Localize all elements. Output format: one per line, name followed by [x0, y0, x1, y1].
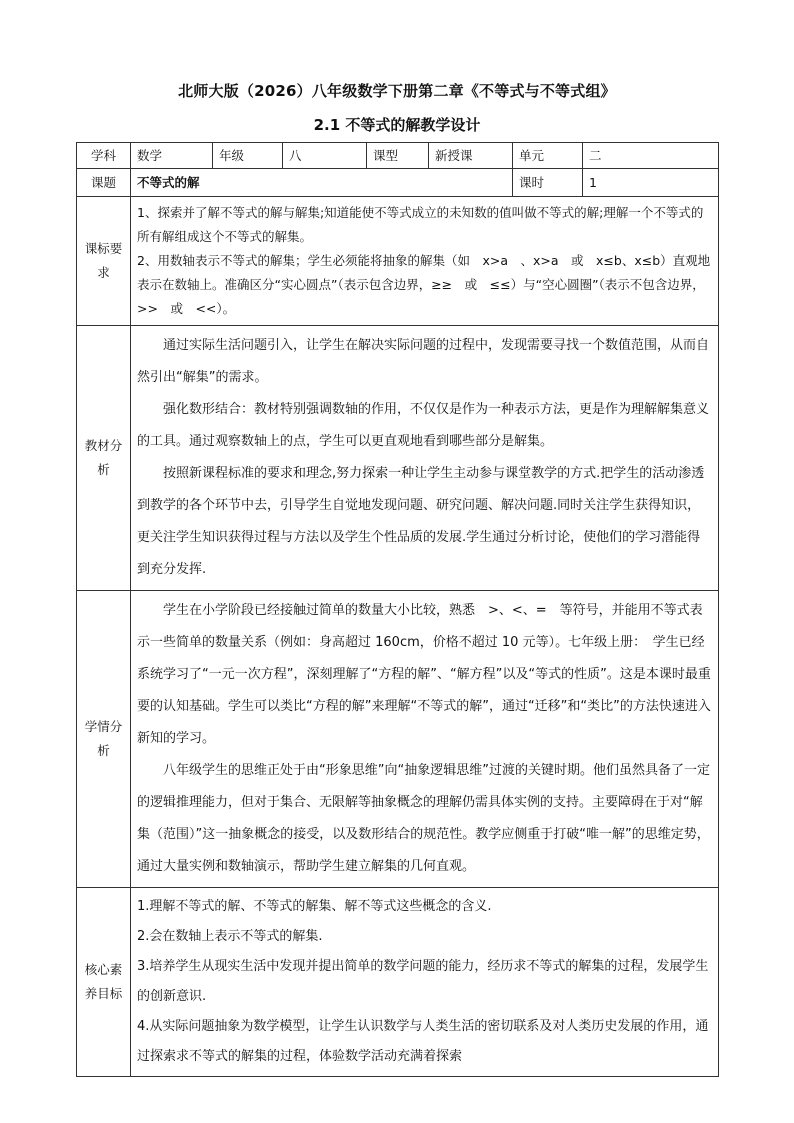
student-paragraph: 八年级学生的思维正处于由“形象思维”向“抽象逻辑思维”过渡的关键时期。他们虽然具备了一定的逻辑推理能力，但对于集合、无限解等抽象概念的理解仍需具体实例的支持。主要障碍在于对“解集（范围）”这一抽象概念的接受，以及数形结合的规范性。教学应侧重于打破“唯一解”的思维定势，通过大量实例和数轴演示，帮助学生建立解集的几何直观。: [137, 763, 710, 874]
requirement-item: 2、用数轴表示不等式的解集；学生必须能将抽象的解集（如 x>a 、x>a 或 x≤b、x≤b）直观地表示在数轴上。准确区分“实心圆点”（表示包含边界，≥≥ 或 ≤≤）与“空心圆圈”（表示不包含边界，>> 或 <<）。: [137, 253, 711, 316]
material-paragraph: 通过实际生活问题引入，让学生在解决实际问题的过程中，发现需要寻找一个数值范围，从而自然引出“解集”的需求。: [137, 338, 710, 385]
document-subtitle: 2.1 不等式的解教学设计: [313, 116, 481, 134]
type-value: 新授课: [429, 143, 513, 169]
requirements-content: [131, 197, 719, 326]
material-analysis-label: 教材分析: [77, 326, 131, 591]
material-paragraph: 强化数形结合：教材特别强调数轴的作用，不仅仅是作为一种表示方法，更是作为理解解集意义的工具。通过观察数轴上的点，学生可以更直观地看到哪些部分是解集。: [137, 402, 710, 449]
grade-value: 八: [283, 143, 367, 169]
subject-label: 学科: [77, 143, 131, 169]
core-goals-row: [77, 888, 719, 1077]
subject-value: 数学: [131, 143, 213, 169]
requirement-item: 1、探索并了解不等式的解与解集;知道能使不等式成立的未知数的值叫做不等式的解;理解一个不等式的所有解组成这个不等式的解集。: [137, 205, 704, 244]
core-goals-content: [131, 888, 719, 1077]
core-goal-item: 4.从实际问题抽象为数学模型，让学生认识数学与人类生活的密切联系及对人类历史发展的作用，通过探索求不等式的解集的过程，体验数学活动充满着探索: [137, 1019, 709, 1064]
core-goal-item: 2.会在数轴上表示不等式的解集.: [137, 929, 323, 944]
student-paragraph: 学生在小学阶段已经接触过简单的数量大小比较，熟悉 >、<、= 等符号，并能用不等式表示一些简单的数量关系（例如：身高超过 160cm，价格不超过 10 元等）。七年级上册： 学生已经系统学习了“一元一次方程”，深刻理解了“方程的解”、“解方程”以及“等式的性质”。这是本课时最重要的认知基础。学生可以类比“方程的解”来理解“不等式的解”，通过“迁移”和“类比”的方法快速进入新知的学习。: [137, 603, 711, 746]
type-label: 课型: [367, 143, 429, 169]
topic-value: 不等式的解: [131, 169, 513, 197]
lesson-plan-table: [76, 142, 719, 1077]
material-analysis-row: [77, 326, 719, 591]
unit-label: 单元: [513, 143, 583, 169]
header-row: [77, 143, 719, 169]
material-paragraph: 按照新课程标准的要求和理念,努力探索一种让学生主动参与课堂教学的方式.把学生的活动渗透到教学的各个环节中去，引导学生自觉地发现问题、研究问题、解决问题.同时关注学生获得知识，更关注学生知识获得过程与方法以及学生个性品质的发展.学生通过分析讨论，使他们的学习潜能得到充分发挥.: [137, 466, 705, 577]
unit-value: 二: [583, 143, 719, 169]
material-analysis-content: [131, 326, 719, 591]
requirements-row: [77, 197, 719, 326]
core-goal-item: 1.理解不等式的解、不等式的解集、解不等式这些概念的含义.: [137, 899, 492, 914]
document-title: 北师大版（2026）八年级数学下册第二章《不等式与不等式组》: [178, 82, 616, 100]
grade-label: 年级: [213, 143, 283, 169]
requirements-label: 课标要求: [77, 197, 131, 326]
topic-row: [77, 169, 719, 197]
student-analysis-label: 学情分析: [77, 591, 131, 888]
student-analysis-content: [131, 591, 719, 888]
student-analysis-row: [77, 591, 719, 888]
hours-value: 1: [583, 169, 719, 197]
topic-label: 课题: [77, 169, 131, 197]
core-goals-label: 核心素养目标: [77, 888, 131, 1077]
core-goal-item: 3.培养学生从现实生活中发现并提出简单的数学问题的能力，经历求不等式的解集的过程，发展学生的创新意识.: [137, 959, 709, 1004]
hours-label: 课时: [513, 169, 583, 197]
